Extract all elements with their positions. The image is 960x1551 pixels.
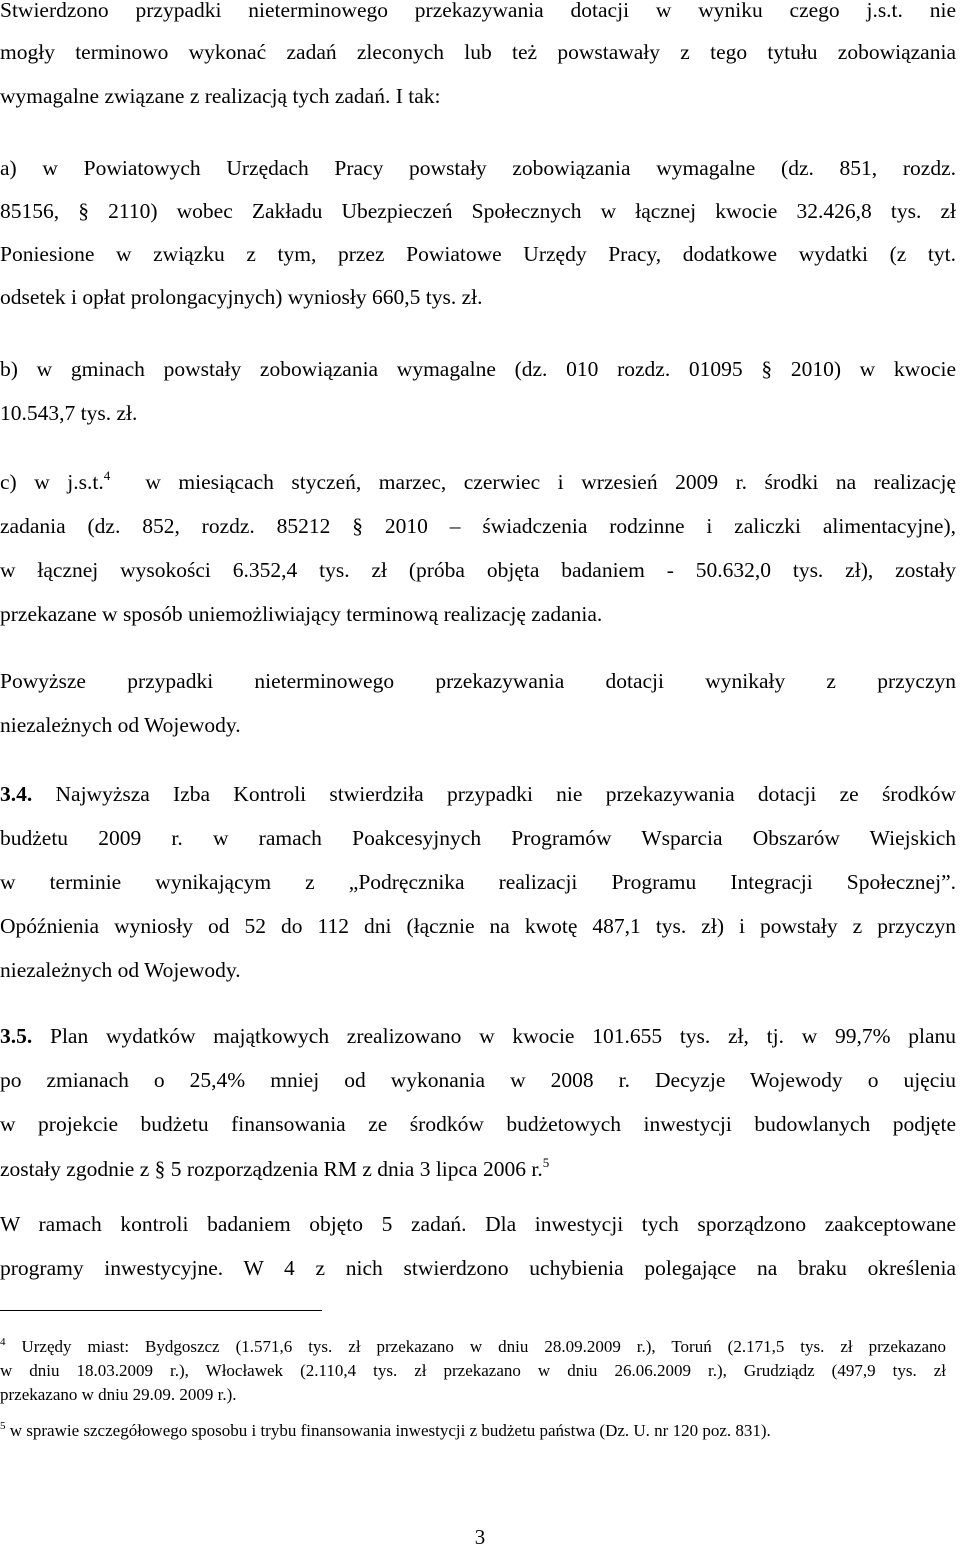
list-item-c-line: przekazane w sposób uniemożliwiający terminową realizację zadania. [0,602,603,626]
list-item-b-line: 10.543,7 tys. zł. [0,401,138,425]
section-3-5-line: w projekcie budżetu finansowania ze środków budżetowych inwestycji budowlanych podjęte [0,1112,956,1136]
footnote-5-text: w sprawie szczegółowego sposobu i trybu finansowania inwestycji z budżetu państwa (Dz. U. nr 120 poz. 831). [9,1421,771,1440]
page-number: 3 [474,1525,486,1549]
list-item-c-text: w miesiącach styczeń, marzec, czerwiec i wrzesień 2009 r. środki na realizację [145,470,957,494]
paragraph-line: wymagalne związane z realizacją tych zadań. I tak: [0,84,441,108]
list-item-a-line: 85156, § 2110) wobec Zakładu Ubezpieczeń Społecznych w łącznej kwocie 32.426,8 tys. zł [0,199,956,223]
paragraph-line: programy inwestycyjne. W 4 z nich stwierdzono uchybienia polegające na braku określenia [0,1256,956,1280]
list-item-c-prefix: c) w j.s.t. [0,470,104,494]
footnote-separator [0,1310,322,1311]
section-3-5-line [0,1022,956,1050]
section-3-5-line [0,1155,956,1183]
paragraph-line: mogły terminowo wykonać zadań zleconych lub też powstawały z tego tytułu zobowiązania [0,40,956,64]
footnote-ref-5: 5 [542,1155,550,1170]
footnote-4-text: Urzędy miast: Bydgoszcz (1.571,6 tys. zł przekazano w dniu 28.09.2009 r.), Toruń (2.171,5 tys. zł przekazano [21,1337,946,1356]
list-item-c-line: w łącznej wysokości 6.352,4 tys. zł (próba objęta badaniem - 50.632,0 tys. zł), zostały [0,558,956,582]
section-3-4-line: budżetu 2009 r. w ramach Poakcesyjnych Programów Wsparcia Obszarów Wiejskich [0,826,956,850]
section-number-3-5: 3.5. [0,1024,33,1048]
footnote-4-line [0,1337,946,1357]
section-3-4-line: w terminie wynikającym z „Podręcznika realizacji Programu Integracji Społecznej”. [0,870,956,894]
footnote-4-line: przekazano w dniu 29.09. 2009 r.). [0,1385,237,1404]
section-number-3-4: 3.4. [0,782,33,806]
list-item-c-line [0,468,956,496]
section-3-4-text: Najwyższa Izba Kontroli stwierdziła przypadki nie przekazywania dotacji ze środków [55,782,956,806]
footnote-mark-4: 4 [0,1336,6,1348]
list-item-a-line: odsetek i opłat prolongacyjnych) wyniosły 660,5 tys. zł. [0,285,483,309]
footnote-mark-5: 5 [0,1420,6,1432]
list-item-a-line: Poniesione w związku z tym, przez Powiatowe Urzędy Pracy, dodatkowe wydatki (z tyt. [0,242,956,266]
footnote-ref-4: 4 [103,468,111,483]
section-3-5-text: Plan wydatków majątkowych zrealizowano w kwocie 101.655 tys. zł, tj. w 99,7% planu [49,1024,956,1048]
footnote-5-line [0,1421,946,1441]
section-3-5-line: po zmianach o 25,4% mniej od wykonania w 2008 r. Decyzje Wojewody o ujęciu [0,1068,956,1092]
list-item-a-line: a) w Powiatowych Urzędach Pracy powstały zobowiązania wymagalne (dz. 851, rozdz. [0,156,956,180]
paragraph-line: niezależnych od Wojewody. [0,713,241,737]
paragraph-line: Stwierdzono przypadki nieterminowego przekazywania dotacji w wyniku czego j.s.t. nie [0,0,956,22]
section-3-4-line [0,780,956,808]
section-3-5-text: zostały zgodnie z § 5 rozporządzenia RM z dnia 3 lipca 2006 r. [0,1157,543,1181]
section-3-4-line: Opóźnienia wyniosły od 52 do 112 dni (łącznie na kwotę 487,1 tys. zł) i powstały z przyczyn [0,914,956,938]
paragraph-line: W ramach kontroli badaniem objęto 5 zadań. Dla inwestycji tych sporządzono zaakceptowane [0,1212,956,1236]
list-item-c-line: zadania (dz. 852, rozdz. 85212 § 2010 – świadczenia rodzinne i zaliczki alimentacyjne), [0,514,956,538]
section-3-4-line: niezależnych od Wojewody. [0,958,241,982]
list-item-b-line: b) w gminach powstały zobowiązania wymagalne (dz. 010 rozdz. 01095 § 2010) w kwocie [0,357,956,381]
footnote-4-line: w dniu 18.03.2009 r.), Włocławek (2.110,4 tys. zł przekazano w dniu 26.06.2009 r.), Grudziądz (497,9 tys. zł [0,1361,946,1380]
paragraph-line: Powyższe przypadki nieterminowego przekazywania dotacji wynikały z przyczyn [0,669,956,693]
